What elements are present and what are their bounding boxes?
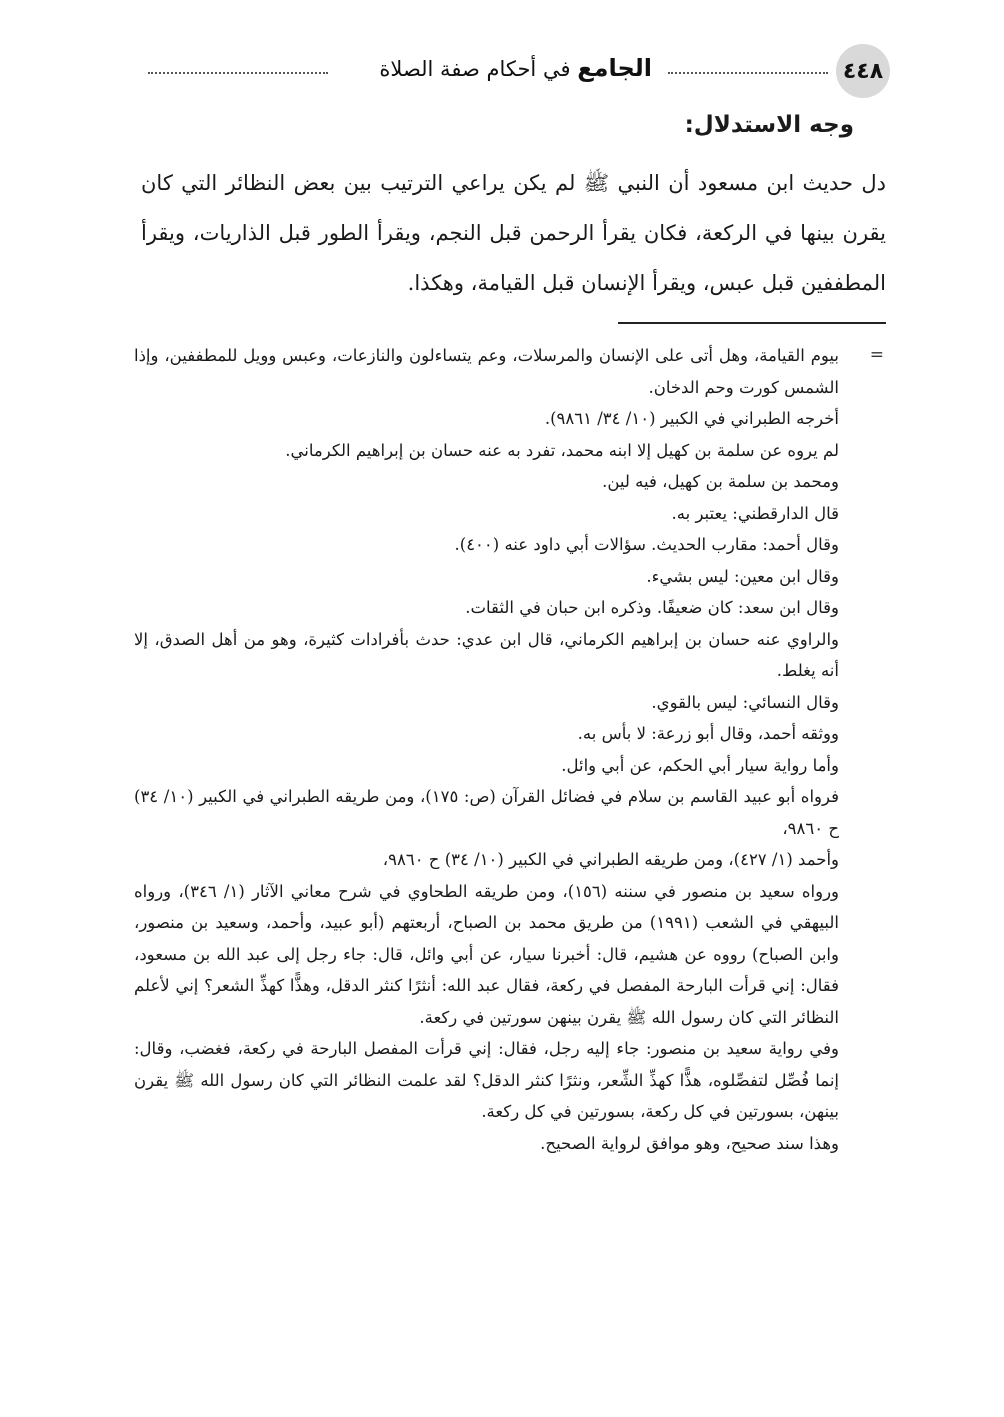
footnote-line: ورواه سعيد بن منصور في سننه (١٥٦)، ومن طريقه الطحاوي في شرح معاني الآثار (١/ ٣٤٦)، ورواه البيهقي في الشعب (١٩٩١) من طريق محمد بن الصباح، أربعتهم (أبو عبيد، وأحمد، وسعيد بن منصور، وابن الصباح) رووه عن هشيم، قال: أخبرنا سيار، عن أبي وائل، قال: جاء رجل إلى عبد الله بن مسعود، فقال: إني قرأت البارحة المفصل في ركعة، فقال عبد الله: أنثرًا كنثر الدقل، وهذًّا كهذِّ الشعر؟ إني لأعلم النظائر التي كان رسول الله ﷺ يقرن بينهن سورتين في ركعة. xyxy=(134,881,839,1027)
footnote-line: والراوي عنه حسان بن إبراهيم الكرماني، قال ابن عدي: حدث بأفرادات كثيرة، وهو من أهل الصدق، إلا أنه يغلط. xyxy=(134,629,839,680)
book-title xyxy=(379,54,652,82)
footnote-line: وقال ابن سعد: كان ضعيفًا. وذكره ابن حبان في الثقات. xyxy=(465,598,839,617)
footnote-line: وهذا سند صحيح، وهو موافق لرواية الصحيح. xyxy=(540,1133,839,1153)
footnote-line: قال الدارقطني: يعتبر به. xyxy=(671,503,839,523)
footnote-line: وفي رواية سعيد بن منصور: جاء إليه رجل، فقال: إني قرأت المفصل البارحة في ركعة، فغضب، وقال: إنما فُصِّل لتفصِّلوه، هذًّا كهذِّ الشِّعر، ونثرًا كنثر الدقل؟ لقد علمت النظائر التي كان رسول الله ﷺ يقرن بينهن، بسورتين في كل ركعة، بسورتين في كل ركعة. xyxy=(134,1039,839,1121)
header-dotted-leader-right xyxy=(668,72,828,74)
footnote-block xyxy=(134,340,839,1159)
page-number-badge: ٤٤٨ xyxy=(836,44,890,98)
book-title-main: الجامع xyxy=(577,54,652,82)
footnote-line: ومحمد بن سلمة بن كهيل، فيه لين. xyxy=(602,472,839,491)
main-paragraph: دل حديث ابن مسعود أن النبي ﷺ لم يكن يراعي الترتيب بين بعض النظائر التي كان يقرن بينها في الركعة، فكان يقرأ الرحمن قبل النجم، ويقرأ الطور قبل الذاريات، ويقرأ المطففين قبل عبس، ويقرأ الإنسان قبل القيامة، وهكذا. xyxy=(141,171,886,295)
footnote-line: أخرجه الطبراني في الكبير (١٠/ ٣٤/ ٩٨٦١). xyxy=(544,409,839,428)
section-heading: وجه الاستدلال: xyxy=(684,112,854,138)
footnote-line: وقال النسائي: ليس بالقوي. xyxy=(651,692,839,712)
footnote-line: بيوم القيامة، وهل أتى على الإنسان والمرسلات، وعم يتساءلون والنازعات، وعبس وويل للمطففين، وإذا الشمس كورت وحم الدخان. xyxy=(134,346,839,397)
footnote-separator xyxy=(618,322,886,324)
footnote-line: ووثقه أحمد، وقال أبو زرعة: لا بأس به. xyxy=(577,724,839,743)
book-title-prep: في xyxy=(542,57,571,81)
footnote-continuation-mark: = xyxy=(869,345,884,365)
book-title-rest: أحكام صفة الصلاة xyxy=(379,57,537,81)
footnote-line: وأما رواية سيار أبي الحكم، عن أبي وائل. xyxy=(561,755,839,775)
header-dotted-leader-left xyxy=(148,72,328,74)
footnote-line: وأحمد (١/ ٤٢٧)، ومن طريقه الطبراني في الكبير (١٠/ ٣٤) ح ٩٨٦٠، xyxy=(382,850,839,869)
footnote-line: وقال أحمد: مقارب الحديث. سؤالات أبي داود عنه (٤٠٠). xyxy=(454,535,839,554)
running-header xyxy=(140,44,890,100)
footnote-line: وقال ابن معين: ليس بشيء. xyxy=(646,566,839,586)
footnote-line: لم يروه عن سلمة بن كهيل إلا ابنه محمد، تفرد به عنه حسان بن إبراهيم الكرماني. xyxy=(285,440,839,460)
footnote-line: فرواه أبو عبيد القاسم بن سلام في فضائل القرآن (ص: ١٧٥)، ومن طريقه الطبراني في الكبير (١٠/ ٣٤) ح ٩٨٦٠، xyxy=(134,787,839,838)
